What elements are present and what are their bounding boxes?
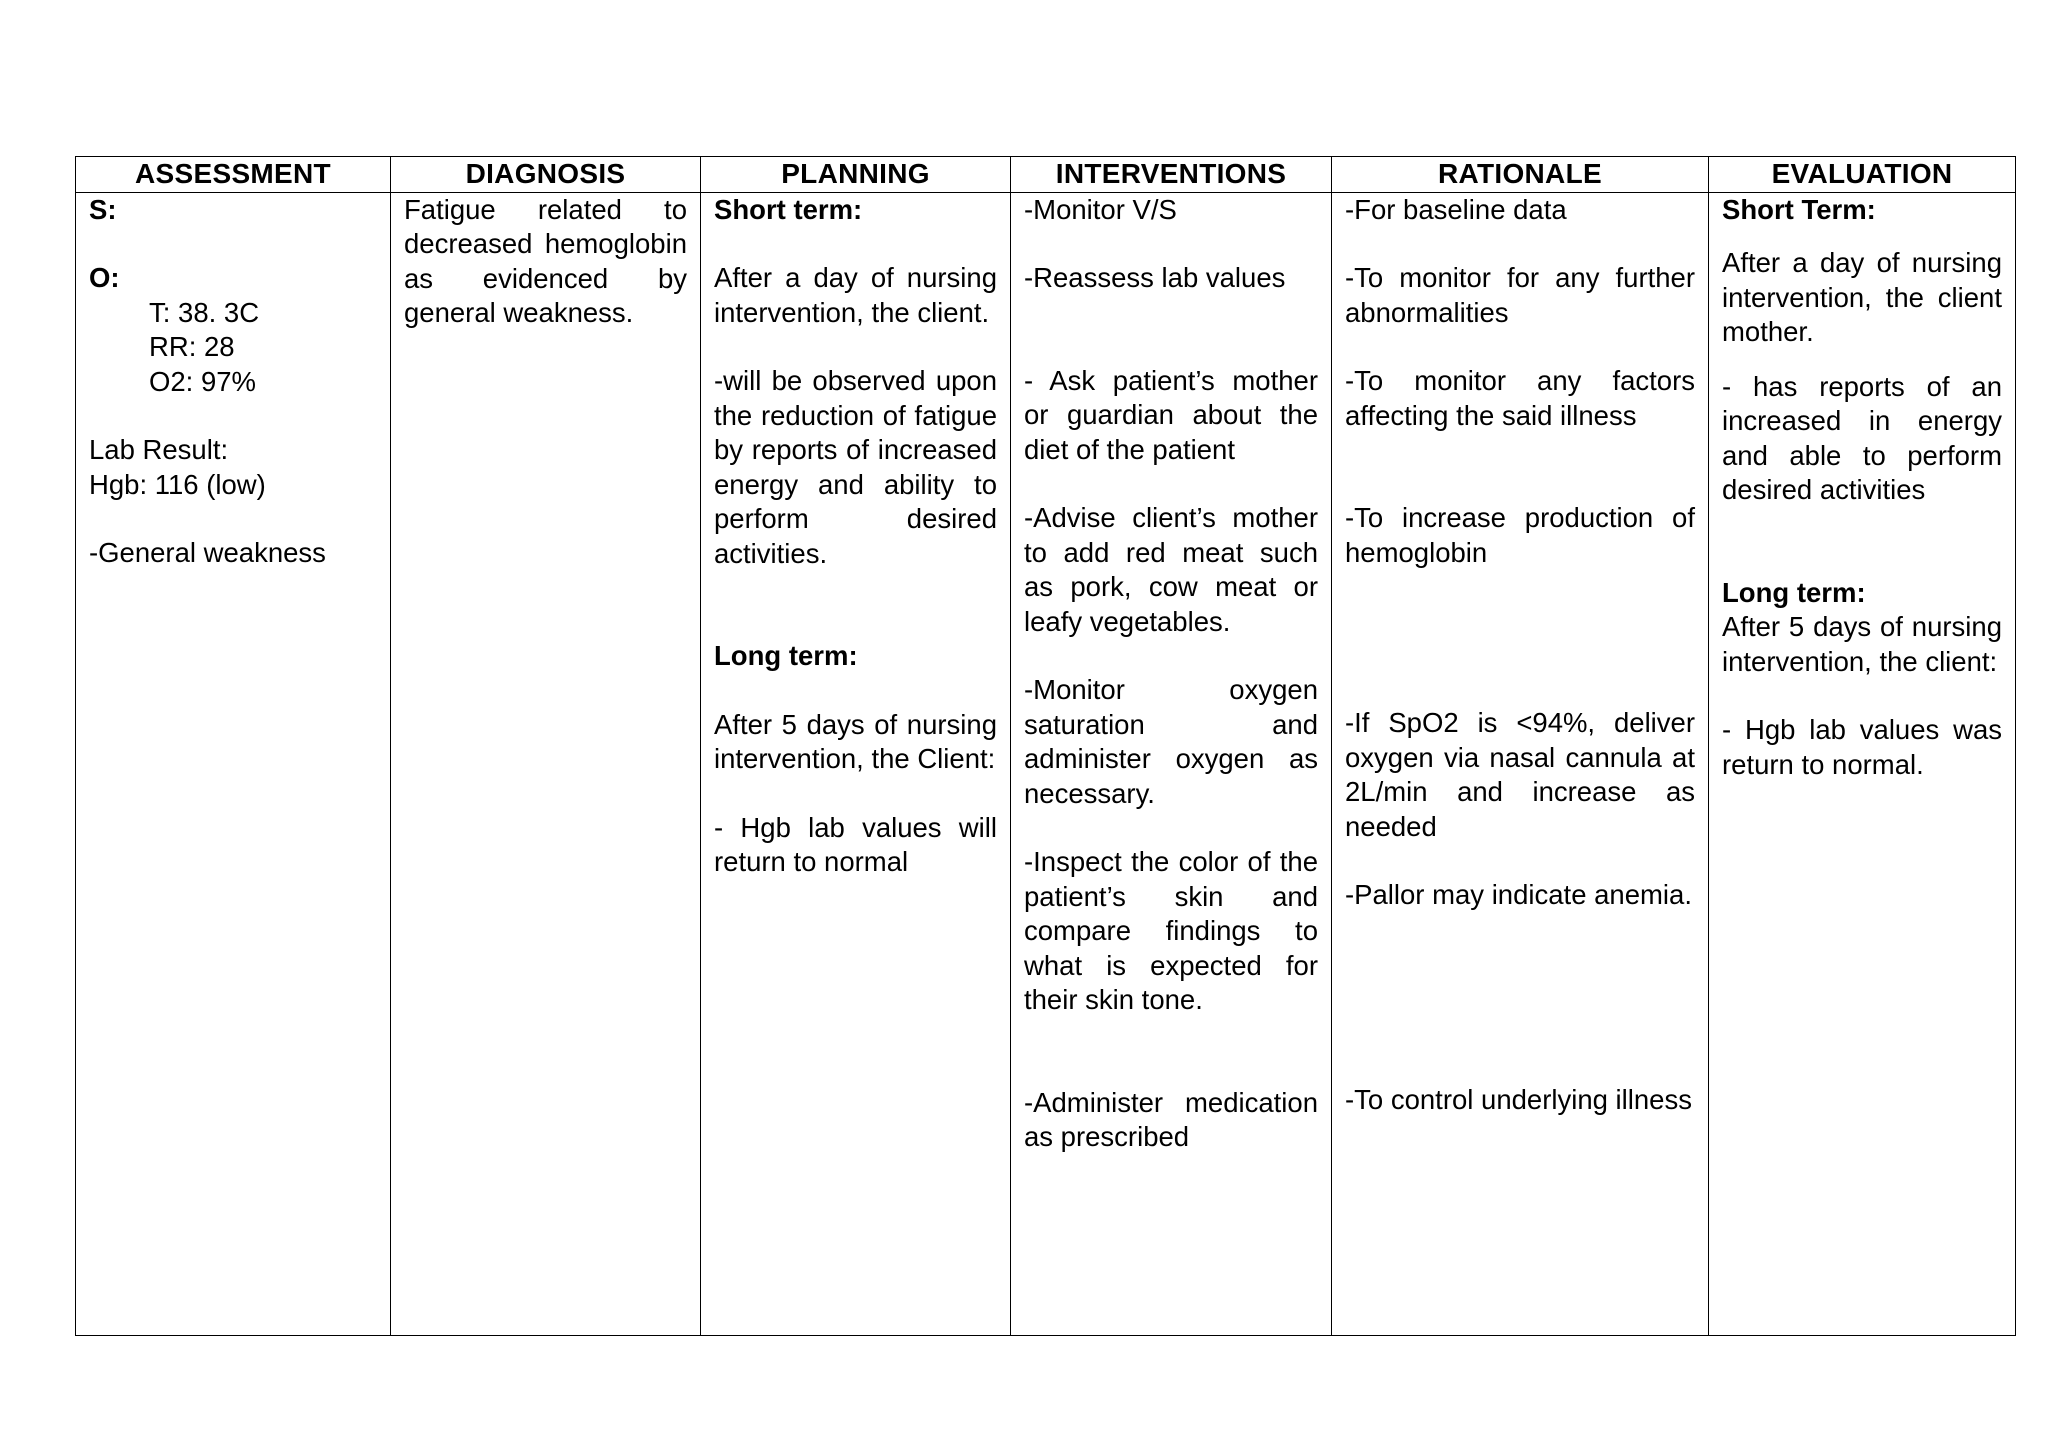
intervention-item: -Administer medication as prescribed [1024, 1086, 1318, 1152]
intervention-item: -Advise client’s mother to add red meat such as pork, cow meat or leafy vegetables. [1024, 502, 1318, 637]
planning-short-term-intro: After a day of nursing intervention, the client. [714, 262, 997, 328]
intervention-item: - Ask patient’s mother or guardian about the diet of the patient [1024, 364, 1318, 465]
vital-respiratory-rate: RR: 28 [149, 331, 235, 362]
intervention-item: -Monitor V/S [1024, 193, 1177, 225]
planning-short-term-goal: -will be observed upon the reduction of fatigue by reports of increased energy and ability to perform desired activities. [714, 365, 997, 569]
evaluation-short-term-label: Short Term: [1722, 193, 1876, 225]
diagnosis-cell [391, 192, 701, 1335]
rationale-item: -To control underlying illness [1345, 1083, 1692, 1115]
planning-cell [701, 192, 1011, 1335]
assessment-cell [76, 192, 391, 1335]
rationale-item: -Pallor may indicate anemia. [1345, 879, 1692, 910]
vital-oxygen: O2: 97% [149, 365, 257, 397]
subjective-label: S: [89, 193, 117, 225]
header-planning: PLANNING [701, 157, 1011, 193]
evaluation-long-term-label: Long term: [1722, 576, 1866, 608]
rationale-item: -For baseline data [1345, 193, 1567, 225]
vital-temperature: T: 38. 3C [149, 296, 260, 328]
nursing-care-plan-table [75, 156, 2016, 1336]
evaluation-long-term-intro: After 5 days of nursing intervention, the client: [1722, 611, 2002, 677]
evaluation-short-term-result: - has reports of an increased in energy and able to perform desired activities [1722, 370, 2002, 505]
evaluation-cell [1709, 192, 2016, 1335]
rationale-item: -To monitor for any further abnormalities [1345, 262, 1695, 328]
evaluation-long-term-result: - Hgb lab values was return to normal. [1722, 714, 2002, 780]
rationale-item: -If SpO2 is <94%, deliver oxygen via nasal cannula at 2L/min and increase as needed [1345, 707, 1695, 842]
header-interventions: INTERVENTIONS [1011, 157, 1332, 193]
diagnosis-text: Fatigue related to decreased hemoglobin as evidenced by general weakness. [404, 193, 687, 328]
header-row [76, 157, 2016, 193]
header-diagnosis: DIAGNOSIS [391, 157, 701, 193]
planning-short-term-label: Short term: [714, 193, 863, 225]
rationale-cell [1332, 192, 1709, 1335]
header-assessment: ASSESSMENT [76, 157, 391, 193]
header-evaluation: EVALUATION [1709, 157, 2016, 193]
intervention-item: -Reassess lab values [1024, 262, 1286, 293]
rationale-item: -To monitor any factors affecting the said illness [1345, 365, 1695, 431]
planning-long-term-goal: - Hgb lab values will return to normal [714, 811, 997, 877]
lab-result-label: Lab Result: [89, 434, 229, 465]
planning-long-term-label: Long term: [714, 640, 858, 671]
rationale-item: -To increase production of hemoglobin [1345, 502, 1695, 568]
intervention-item: -Inspect the color of the patient’s skin and compare findings to what is expected for their skin tone. [1024, 846, 1318, 1015]
objective-label: O: [89, 262, 120, 293]
assessment-finding: -General weakness [89, 537, 326, 568]
header-rationale: RATIONALE [1332, 157, 1709, 193]
evaluation-short-term-intro: After a day of nursing intervention, the client mother. [1722, 247, 2002, 347]
intervention-item: -Monitor oxygen saturation and administer oxygen as necessary. [1024, 674, 1318, 809]
lab-result-value: Hgb: 116 (low) [89, 468, 266, 500]
body-row [76, 192, 2016, 1335]
planning-long-term-intro: After 5 days of nursing intervention, the Client: [714, 708, 997, 774]
interventions-cell [1011, 192, 1332, 1335]
